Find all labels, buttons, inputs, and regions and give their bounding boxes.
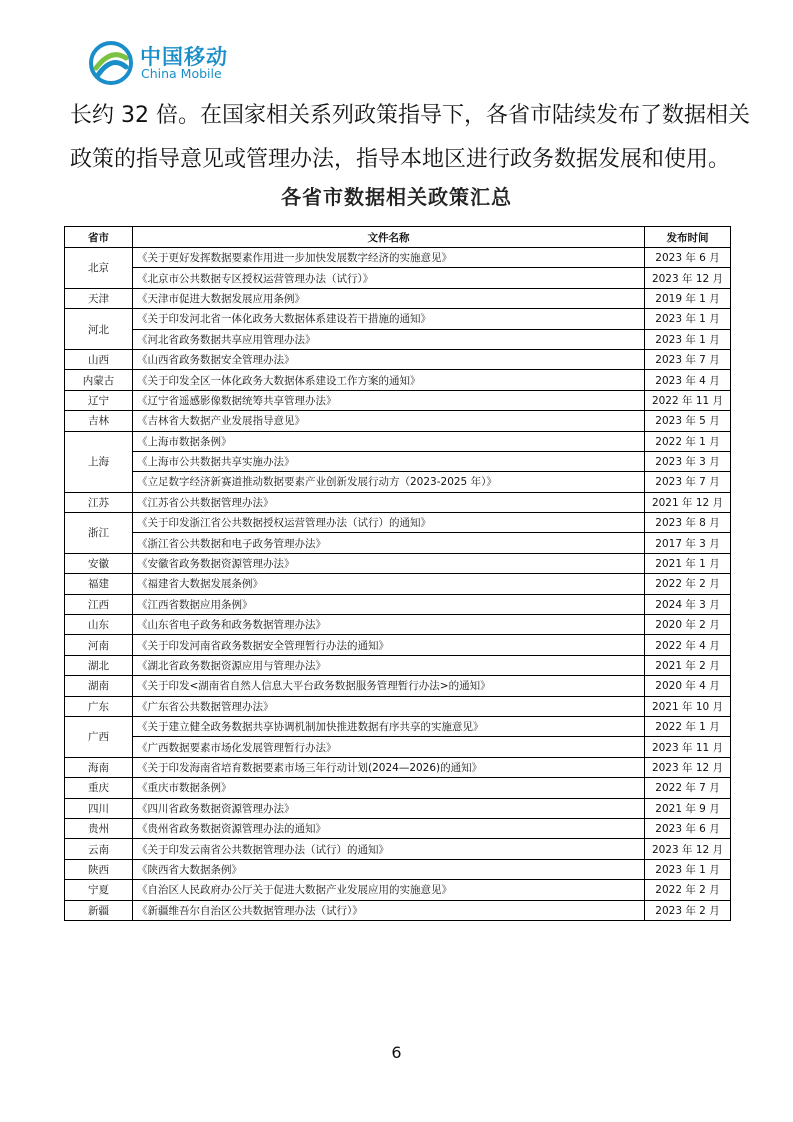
province-cell: 上海 <box>65 431 133 492</box>
publish-date-cell: 2021 年 10 月 <box>645 696 731 716</box>
header-document: 文件名称 <box>133 227 645 248</box>
document-name-cell: 《山东省电子政务和政务数据管理办法》 <box>133 615 645 635</box>
province-cell: 河北 <box>65 309 133 350</box>
document-name-cell: 《四川省政务数据资源管理办法》 <box>133 798 645 818</box>
document-name-cell: 《浙江省公共数据和电子政务管理办法》 <box>133 533 645 553</box>
province-cell: 北京 <box>65 248 133 289</box>
province-cell: 新疆 <box>65 900 133 920</box>
table-row <box>65 696 731 716</box>
table-row <box>65 574 731 594</box>
publish-date-cell: 2022 年 1 月 <box>645 431 731 451</box>
document-name-cell: 《关于印发海南省培育数据要素市场三年行动计划(2024—2026)的通知》 <box>133 757 645 777</box>
document-name-cell: 《重庆市数据条例》 <box>133 778 645 798</box>
document-name-cell: 《江苏省公共数据管理办法》 <box>133 492 645 512</box>
publish-date-cell: 2019 年 1 月 <box>645 288 731 308</box>
table-row <box>65 533 731 553</box>
table-row <box>65 288 731 308</box>
document-name-cell: 《立足数字经济新赛道推动数据要素产业创新发展行动方（2023-2025 年）》 <box>133 472 645 492</box>
document-name-cell: 《天津市促进大数据发展应用条例》 <box>133 288 645 308</box>
province-cell: 辽宁 <box>65 390 133 410</box>
table-row <box>65 594 731 614</box>
document-name-cell: 《江西省数据应用条例》 <box>133 594 645 614</box>
table-row <box>65 248 731 268</box>
table-header-row <box>65 227 731 248</box>
document-name-cell: 《广东省公共数据管理办法》 <box>133 696 645 716</box>
table-row <box>65 880 731 900</box>
table-row <box>65 492 731 512</box>
table-title: 各省市数据相关政策汇总 <box>281 185 512 209</box>
header-province: 省市 <box>65 227 133 248</box>
document-name-cell: 《上海市数据条例》 <box>133 431 645 451</box>
publish-date-cell: 2022 年 11 月 <box>645 390 731 410</box>
document-name-cell: 《广西数据要素市场化发展管理暂行办法》 <box>133 737 645 757</box>
body-text-line-2: 政策的指导意见或管理办法，指导本地区进行政务数据发展和使用。 <box>70 147 731 172</box>
province-cell: 内蒙古 <box>65 370 133 390</box>
publish-date-cell: 2023 年 1 月 <box>645 329 731 349</box>
province-cell: 广西 <box>65 716 133 757</box>
province-cell: 湖南 <box>65 676 133 696</box>
table-row <box>65 778 731 798</box>
publish-date-cell: 2021 年 9 月 <box>645 798 731 818</box>
table-row <box>65 757 731 777</box>
logo-name-cn: 中国移动 <box>140 45 228 69</box>
publish-date-cell: 2023 年 12 月 <box>645 757 731 777</box>
table-row <box>65 390 731 410</box>
publish-date-cell: 2023 年 4 月 <box>645 370 731 390</box>
logo-name-en: China Mobile <box>141 66 222 81</box>
page-number: 6 <box>391 1043 402 1062</box>
document-name-cell: 《河北省政务数据共享应用管理办法》 <box>133 329 645 349</box>
publish-date-cell: 2023 年 1 月 <box>645 859 731 879</box>
publish-date-cell: 2023 年 1 月 <box>645 309 731 329</box>
province-cell: 重庆 <box>65 778 133 798</box>
table-row <box>65 635 731 655</box>
document-name-cell: 《关于印发云南省公共数据管理办法（试行）的通知》 <box>133 839 645 859</box>
header-date: 发布时间 <box>645 227 731 248</box>
table-row <box>65 472 731 492</box>
publish-date-cell: 2021 年 12 月 <box>645 492 731 512</box>
document-name-cell: 《自治区人民政府办公厅关于促进大数据产业发展应用的实施意见》 <box>133 880 645 900</box>
publish-date-cell: 2023 年 6 月 <box>645 248 731 268</box>
publish-date-cell: 2022 年 2 月 <box>645 880 731 900</box>
province-cell: 海南 <box>65 757 133 777</box>
publish-date-cell: 2022 年 1 月 <box>645 716 731 736</box>
province-cell: 宁夏 <box>65 880 133 900</box>
publish-date-cell: 2023 年 5 月 <box>645 411 731 431</box>
table-row <box>65 839 731 859</box>
province-cell: 四川 <box>65 798 133 818</box>
publish-date-cell: 2023 年 8 月 <box>645 513 731 533</box>
table-row <box>65 900 731 920</box>
table-row <box>65 309 731 329</box>
table-row <box>65 818 731 838</box>
publish-date-cell: 2023 年 12 月 <box>645 839 731 859</box>
table-row <box>65 655 731 675</box>
province-cell: 贵州 <box>65 818 133 838</box>
province-cell: 云南 <box>65 839 133 859</box>
publish-date-cell: 2021 年 1 月 <box>645 553 731 573</box>
policy-table <box>64 226 731 921</box>
document-name-cell: 《关于更好发挥数据要素作用进一步加快发展数字经济的实施意见》 <box>133 248 645 268</box>
table-row <box>65 329 731 349</box>
table-row <box>65 676 731 696</box>
province-cell: 广东 <box>65 696 133 716</box>
document-name-cell: 《关于印发河北省一体化政务大数据体系建设若干措施的通知》 <box>133 309 645 329</box>
table-row <box>65 859 731 879</box>
publish-date-cell: 2021 年 2 月 <box>645 655 731 675</box>
table-row <box>65 798 731 818</box>
province-cell: 安徽 <box>65 553 133 573</box>
document-name-cell: 《北京市公共数据专区授权运营管理办法（试行）》 <box>133 268 645 288</box>
body-text-line-1: 长约 32 倍。在国家相关系列政策指导下，各省市陆续发布了数据相关 <box>70 103 750 128</box>
document-name-cell: 《关于印发<湖南省自然人信息大平台政务数据服务管理暂行办法>的通知》 <box>133 676 645 696</box>
publish-date-cell: 2023 年 3 月 <box>645 451 731 471</box>
province-cell: 江西 <box>65 594 133 614</box>
table-row <box>65 431 731 451</box>
publish-date-cell: 2022 年 2 月 <box>645 574 731 594</box>
province-cell: 福建 <box>65 574 133 594</box>
province-cell: 天津 <box>65 288 133 308</box>
province-cell: 湖北 <box>65 655 133 675</box>
publish-date-cell: 2017 年 3 月 <box>645 533 731 553</box>
publish-date-cell: 2020 年 4 月 <box>645 676 731 696</box>
table-row <box>65 349 731 369</box>
table-row <box>65 268 731 288</box>
document-name-cell: 《新疆维吾尔自治区公共数据管理办法（试行）》 <box>133 900 645 920</box>
china-mobile-logo-icon <box>88 40 134 86</box>
document-name-cell: 《关于印发全区一体化政务大数据体系建设工作方案的通知》 <box>133 370 645 390</box>
table-row <box>65 716 731 736</box>
province-cell: 陕西 <box>65 859 133 879</box>
publish-date-cell: 2023 年 2 月 <box>645 900 731 920</box>
table-row <box>65 615 731 635</box>
document-name-cell: 《陕西省大数据条例》 <box>133 859 645 879</box>
document-name-cell: 《湖北省政务数据资源应用与管理办法》 <box>133 655 645 675</box>
publish-date-cell: 2022 年 4 月 <box>645 635 731 655</box>
table-row <box>65 513 731 533</box>
province-cell: 山西 <box>65 349 133 369</box>
document-name-cell: 《关于印发河南省政务数据安全管理暂行办法的通知》 <box>133 635 645 655</box>
document-name-cell: 《上海市公共数据共享实施办法》 <box>133 451 645 471</box>
document-name-cell: 《辽宁省遥感影像数据统筹共享管理办法》 <box>133 390 645 410</box>
table-row <box>65 411 731 431</box>
document-name-cell: 《贵州省政务数据资源管理办法的通知》 <box>133 818 645 838</box>
table-row <box>65 553 731 573</box>
document-name-cell: 《山西省政务数据安全管理办法》 <box>133 349 645 369</box>
table-row <box>65 370 731 390</box>
document-name-cell: 《福建省大数据发展条例》 <box>133 574 645 594</box>
table-row <box>65 451 731 471</box>
publish-date-cell: 2023 年 7 月 <box>645 472 731 492</box>
publish-date-cell: 2024 年 3 月 <box>645 594 731 614</box>
publish-date-cell: 2023 年 11 月 <box>645 737 731 757</box>
province-cell: 吉林 <box>65 411 133 431</box>
province-cell: 浙江 <box>65 513 133 554</box>
document-name-cell: 《关于印发浙江省公共数据授权运营管理办法（试行）的通知》 <box>133 513 645 533</box>
publish-date-cell: 2023 年 6 月 <box>645 818 731 838</box>
province-cell: 江苏 <box>65 492 133 512</box>
document-name-cell: 《关于建立健全政务数据共享协调机制加快推进数据有序共享的实施意见》 <box>133 716 645 736</box>
province-cell: 山东 <box>65 615 133 635</box>
province-cell: 河南 <box>65 635 133 655</box>
document-name-cell: 《安徽省政务数据资源管理办法》 <box>133 553 645 573</box>
publish-date-cell: 2022 年 7 月 <box>645 778 731 798</box>
company-logo <box>88 40 248 86</box>
publish-date-cell: 2023 年 12 月 <box>645 268 731 288</box>
document-name-cell: 《吉林省大数据产业发展指导意见》 <box>133 411 645 431</box>
publish-date-cell: 2020 年 2 月 <box>645 615 731 635</box>
table-row <box>65 737 731 757</box>
publish-date-cell: 2023 年 7 月 <box>645 349 731 369</box>
